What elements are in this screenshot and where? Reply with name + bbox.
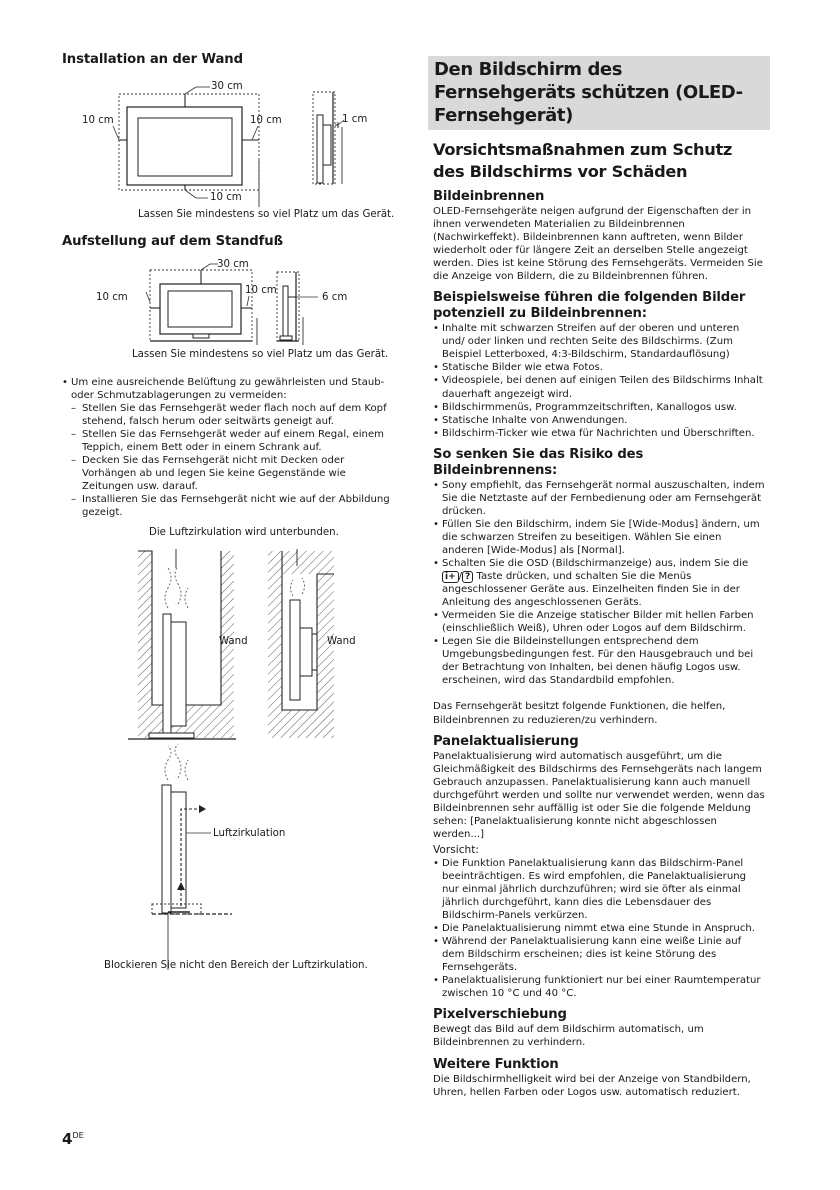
stand-front-diagram	[146, 264, 257, 345]
stand-caption: Lassen Sie mindestens so viel Platz um das Gerät.	[132, 349, 389, 360]
caution-label: Vorsicht:	[433, 843, 479, 856]
wall-label-top: 30 cm	[211, 81, 243, 92]
heading-stand-installation: Aufstellung auf dem Standfuß	[62, 234, 283, 249]
list-item: • Während der Panelaktualisierung kann eine weiße Linie auf dem Bildschirm erscheinen; dies ist keine Störung des Fernsehgeräts.	[433, 935, 765, 974]
ventilation-item: – Stellen Sie das Fernsehgerät weder auf einem Regal, einem Teppich, einem Bett oder in einem Schrank auf.	[62, 428, 392, 454]
wall-label-left: 10 cm	[82, 115, 114, 126]
stand-label-top: 30 cm	[217, 259, 249, 270]
heading-wall-installation: Installation an der Wand	[62, 52, 243, 67]
heading-reduce: So senken Sie das Risiko des Bildeinbrennens:	[433, 446, 644, 478]
list-item: • Bildschirm-Ticker wie etwa für Nachrichten und Überschriften.	[433, 427, 765, 440]
heading-examples: Beispielsweise führen die folgenden Bilder potenziell zu Bildeinbrennen:	[433, 290, 746, 322]
ventilation-intro: • Um eine ausreichende Belüftung zu gewährleisten und Staub- oder Schmutzablagerungen zu vermeiden: – Stellen Sie das Fernsehgerät weder flach noch auf dem Kopf stehend, falsch herum oder seitwärts geneigt auf. – Stellen Sie das Fernsehgerät weder auf einem Regal, einem Teppich, einem Bett oder in einem Schrank auf. – Decken Sie das Fernsehgerät nicht mit Decken oder Vorhängen ab und legen Sie keine Gegenstände wie Zeitungen usw. darauf. – Installieren Sie das Fernsehgerät nicht wie auf der Abbildung gezeigt.	[62, 376, 392, 520]
stand-label-right: 10 cm	[245, 285, 277, 296]
stand-side-diagram	[277, 272, 318, 345]
list-item: • Vermeiden Sie die Anzeige statischer Bilder mit hellen Farben (einschließlich Weiß), Uhren oder Logos auf dem Bildschirm.	[433, 609, 765, 635]
wall-label-1: Wand	[219, 636, 248, 647]
list-item: • Panelaktualisierung funktioniert nur bei einer Raumtemperatur zwischen 10 °C und 40 °C.	[433, 974, 765, 1000]
list-item: • Bildschirmmenüs, Programmzeitschriften, Kanallogos usw.	[433, 401, 765, 414]
heading-further: Weitere Funktion	[433, 1056, 559, 1072]
wall-mount-front-diagram	[113, 87, 259, 207]
panel-caution-list	[433, 857, 765, 1001]
list-item: • Sony empfiehlt, das Fernsehgerät normal auszuschalten, indem Sie die Netztaste auf der Fernbedienung oder am Fernsehgerät drücken.	[433, 479, 765, 518]
right-column	[433, 56, 765, 1099]
wall-label-bottom: 10 cm	[210, 192, 242, 203]
list-item: • Füllen Sie den Bildschirm, indem Sie [Wide-Modus] ändern, um die schwarzen Streifen zu beseitigen. Wählen Sie einen anderen [Wide-Modus] als [Normal].	[433, 518, 765, 557]
heading-panel: Panelaktualisierung	[433, 733, 579, 749]
subtitle: Vorsichtsmaßnahmen zum Schutz des Bildschirms vor Schäden	[433, 140, 733, 181]
ventilation-list	[62, 376, 392, 520]
panel-text: Panelaktualisierung wird automatisch ausgeführt, um die Gleichmäßigkeit des Bildschirms des Fernsehgeräts nach langem Gebrauch anzupassen. Panelaktualisierung kann auch manuell durchgeführt werden und sollte nur verwendet werden, wenn das Bildeinbrennen sehr auffällig ist oder Sie die folgende Meldung sehen: [Panelaktualisierung konnte nicht abgeschlossen werden...]	[433, 750, 765, 840]
burnin-text: OLED-Fernsehgeräte neigen aufgrund der Eigenschaften der in ihnen verwendeten Materialien zu Bildeinbrennen (Nachwirkeffekt). Bildeinbrennen kann auftreten, wenn Bilder wiederholt oder für längere Zeit an derselben Stelle angezeigt werden. Dies ist keine Störung des Fernsehgeräts. Vermeiden Sie die Anzeige von Bildern, die zu Bildeinbrennen führen.	[433, 206, 763, 283]
ventilation-item: – Decken Sie das Fernsehgerät nicht mit Decken oder Vorhängen ab und legen Sie keine Gegenstände wie Zeitungen usw. darauf.	[62, 454, 392, 493]
ventilation-item: – Stellen Sie das Fernsehgerät weder flach noch auf dem Kopf stehend, falsch herum oder seitwärts geneigt auf.	[62, 402, 392, 428]
wall-mount-side-diagram	[313, 92, 344, 184]
info-key-icon: i+	[442, 571, 459, 583]
stand-label-side: 6 cm	[322, 292, 348, 303]
list-item: • Legen Sie die Bildeinstellungen entsprechend dem Umgebungsbedingungen fest. Für den Hausgebrauch und bei der Betrachtung von Inhalten, bei denen häufig Logos usw. erscheinen, wird das Standardbild empfohlen.	[433, 635, 765, 687]
correct-airflow-diagram	[152, 744, 232, 970]
circulation-label: Luftzirkulation	[213, 828, 286, 839]
heading-pixel: Pixelverschiebung	[433, 1007, 567, 1023]
reduce-after-text: Das Fernsehgerät besitzt folgende Funktionen, die helfen, Bildeinbrennen zu reduzieren/zu verhindern.	[433, 701, 726, 726]
wall-label-side: 1 cm	[342, 114, 368, 125]
reduce-list	[433, 479, 765, 688]
wall-label-2: Wand	[327, 636, 356, 647]
ventilation-item: – Installieren Sie das Fernsehgerät nicht wie auf der Abbildung gezeigt.	[62, 493, 392, 519]
page-number: 4DE	[62, 1130, 84, 1148]
airflow-bottom-caption: Blockieren Sie nicht den Bereich der Luftzirkulation.	[104, 960, 368, 971]
wall-label-right: 10 cm	[250, 115, 282, 126]
further-text: Die Bildschirmhelligkeit wird bei der Anzeige von Standbildern, Uhren, hellen Farben oder Logos usw. automatisch reduziert.	[433, 1073, 751, 1098]
wall-caption: Lassen Sie mindestens so viel Platz um das Gerät.	[138, 209, 395, 220]
examples-list	[433, 322, 765, 439]
pixel-text: Bewegt das Bild auf dem Bildschirm automatisch, um Bildeinbrennen zu verhindern.	[433, 1024, 704, 1049]
airflow-blocked-caption: Die Luftzirkulation wird unterbunden.	[149, 527, 339, 538]
list-item-osd: • Schalten Sie die OSD (Bildschirmanzeige) aus, indem Sie die i+ / ? Taste drücken, und schalten Sie die Menüs angeschlossener Geräte aus. Einzelheiten finden Sie in der Anleitung des angeschlossenen Geräts.	[433, 557, 765, 609]
list-item: • Die Panelaktualisierung nimmt etwa eine Stunde in Anspruch.	[433, 922, 765, 935]
stand-label-left: 10 cm	[96, 292, 128, 303]
list-item: • Statische Bilder wie etwa Fotos.	[433, 361, 765, 374]
list-item: • Die Funktion Panelaktualisierung kann das Bildschirm-Panel beeinträchtigen. Es wird empfohlen, die Panelaktualisierung nur einmal jährlich durchzuführen; wird sie öfter als einmal jährlich durchgeführt, kann dies die Lebensdauer des Bildschirm-Panels verkürzen.	[433, 857, 765, 922]
list-item: • Statische Inhalte von Anwendungen.	[433, 414, 765, 427]
list-item: • Inhalte mit schwarzen Streifen auf der oberen und unteren und/ oder linken und rechten Seite des Bildschirms. (Zum Beispiel Letterboxed, 4:3-Bildschirm, Standardauflösung)	[433, 322, 765, 361]
help-key-icon: ?	[462, 571, 473, 583]
section-title: Den Bildschirm des Fernsehgeräts schützen (OLED-Fernsehgerät)	[428, 56, 770, 130]
blocked-airflow-wall-diagram	[268, 549, 334, 738]
heading-burnin: Bildeinbrennen	[433, 189, 545, 204]
list-item: • Videospiele, bei denen auf einigen Teilen des Bildschirms Inhalt dauerhaft angezeigt wird.	[433, 374, 765, 400]
